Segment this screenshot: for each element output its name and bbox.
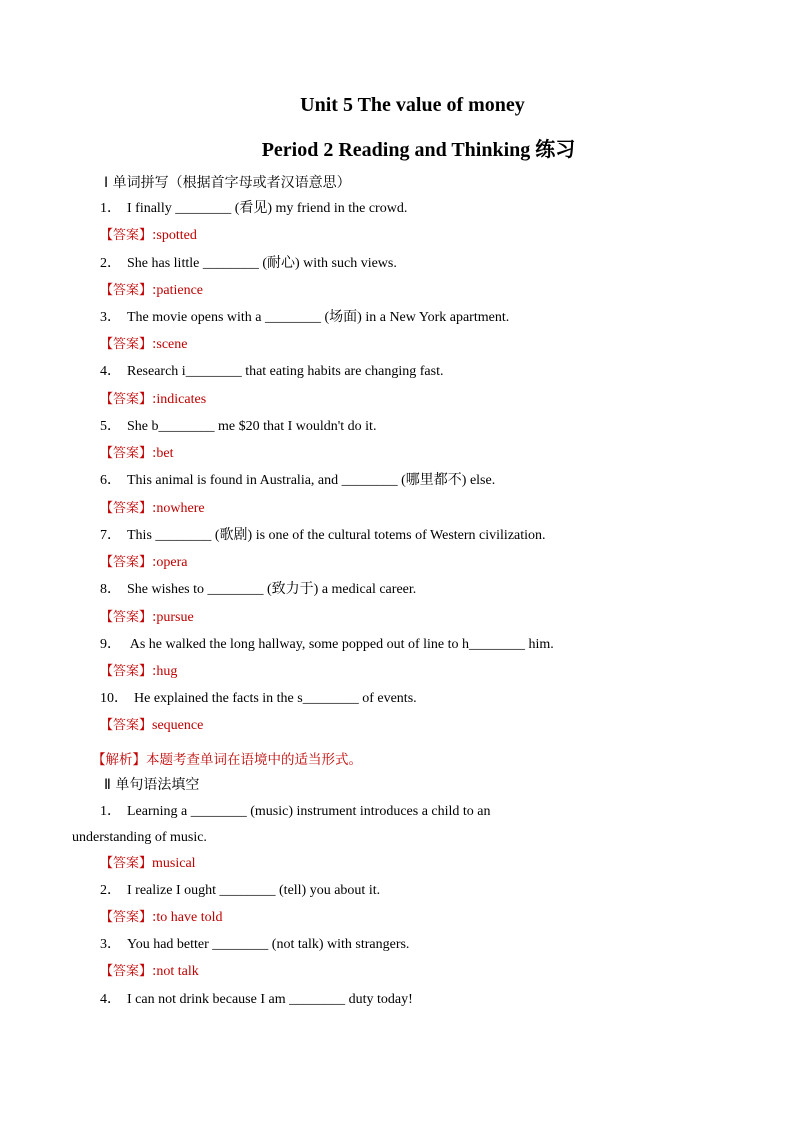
question-9: 9． As he walked the long hallway, some popped out of line to h________ him. [100, 637, 554, 652]
answer-5: 【答案】:bet [100, 446, 174, 461]
answer-6: 【答案】:nowhere [100, 501, 205, 516]
answer-7: 【答案】:opera [100, 555, 188, 570]
answer-1: 【答案】:spotted [100, 228, 197, 243]
question-7: 7． This ________ (歌剧) is one of the cultural totems of Western civilization. [100, 528, 546, 543]
answer-8: 【答案】:pursue [100, 610, 194, 625]
answer-s2-2: 【答案】:to have told [100, 910, 223, 925]
answer-4: 【答案】:indicates [100, 392, 207, 407]
page-title: Unit 5 The value of money [300, 94, 525, 116]
question-2: 2． She has little ________ (耐心) with such views. [100, 256, 397, 271]
section2-heading: Ⅱ 单句语法填空 [104, 777, 200, 793]
answer-9: 【答案】:hug [100, 664, 178, 679]
question-10: 10． He explained the facts in the s________ of events. [100, 691, 417, 706]
question-3: 3． The movie opens with a ________ (场面) in a New York apartment. [100, 310, 510, 325]
question-s2-4: 4． I can not drink because I am ________ duty today! [100, 992, 413, 1007]
question-5: 5． She b________ me $20 that I wouldn't do it. [100, 419, 377, 434]
answer-10: 【答案】sequence [100, 718, 204, 733]
question-6: 6． This animal is found in Australia, and ________ (哪里都不) else. [100, 473, 496, 488]
question-1: 1． I finally ________ (看见) my friend in the crowd. [100, 201, 408, 216]
answer-s2-1: 【答案】musical [100, 856, 196, 871]
question-8: 8． She wishes to ________ (致力于) a medical career. [100, 582, 417, 597]
answer-s2-3: 【答案】:not talk [100, 964, 199, 979]
analysis-note: 【解析】本题考查单词在语境中的适当形式。 [92, 752, 362, 768]
answer-3: 【答案】:scene [100, 337, 188, 352]
section1-heading: Ⅰ 单词拼写（根据首字母或者汉语意思） [104, 175, 351, 191]
question-s2-1: 1． Learning a ________ (music) instrument introduces a child to an [100, 804, 491, 819]
question-s2-3: 3． You had better ________ (not talk) with strangers. [100, 937, 410, 952]
question-s2-2: 2． I realize I ought ________ (tell) you about it. [100, 883, 381, 898]
question-s2-1-cont: understanding of music. [72, 830, 207, 845]
page-subtitle: Period 2 Reading and Thinking 练习 [261, 139, 576, 161]
question-4: 4． Research i________ that eating habits are changing fast. [100, 364, 444, 379]
answer-2: 【答案】:patience [100, 283, 204, 298]
